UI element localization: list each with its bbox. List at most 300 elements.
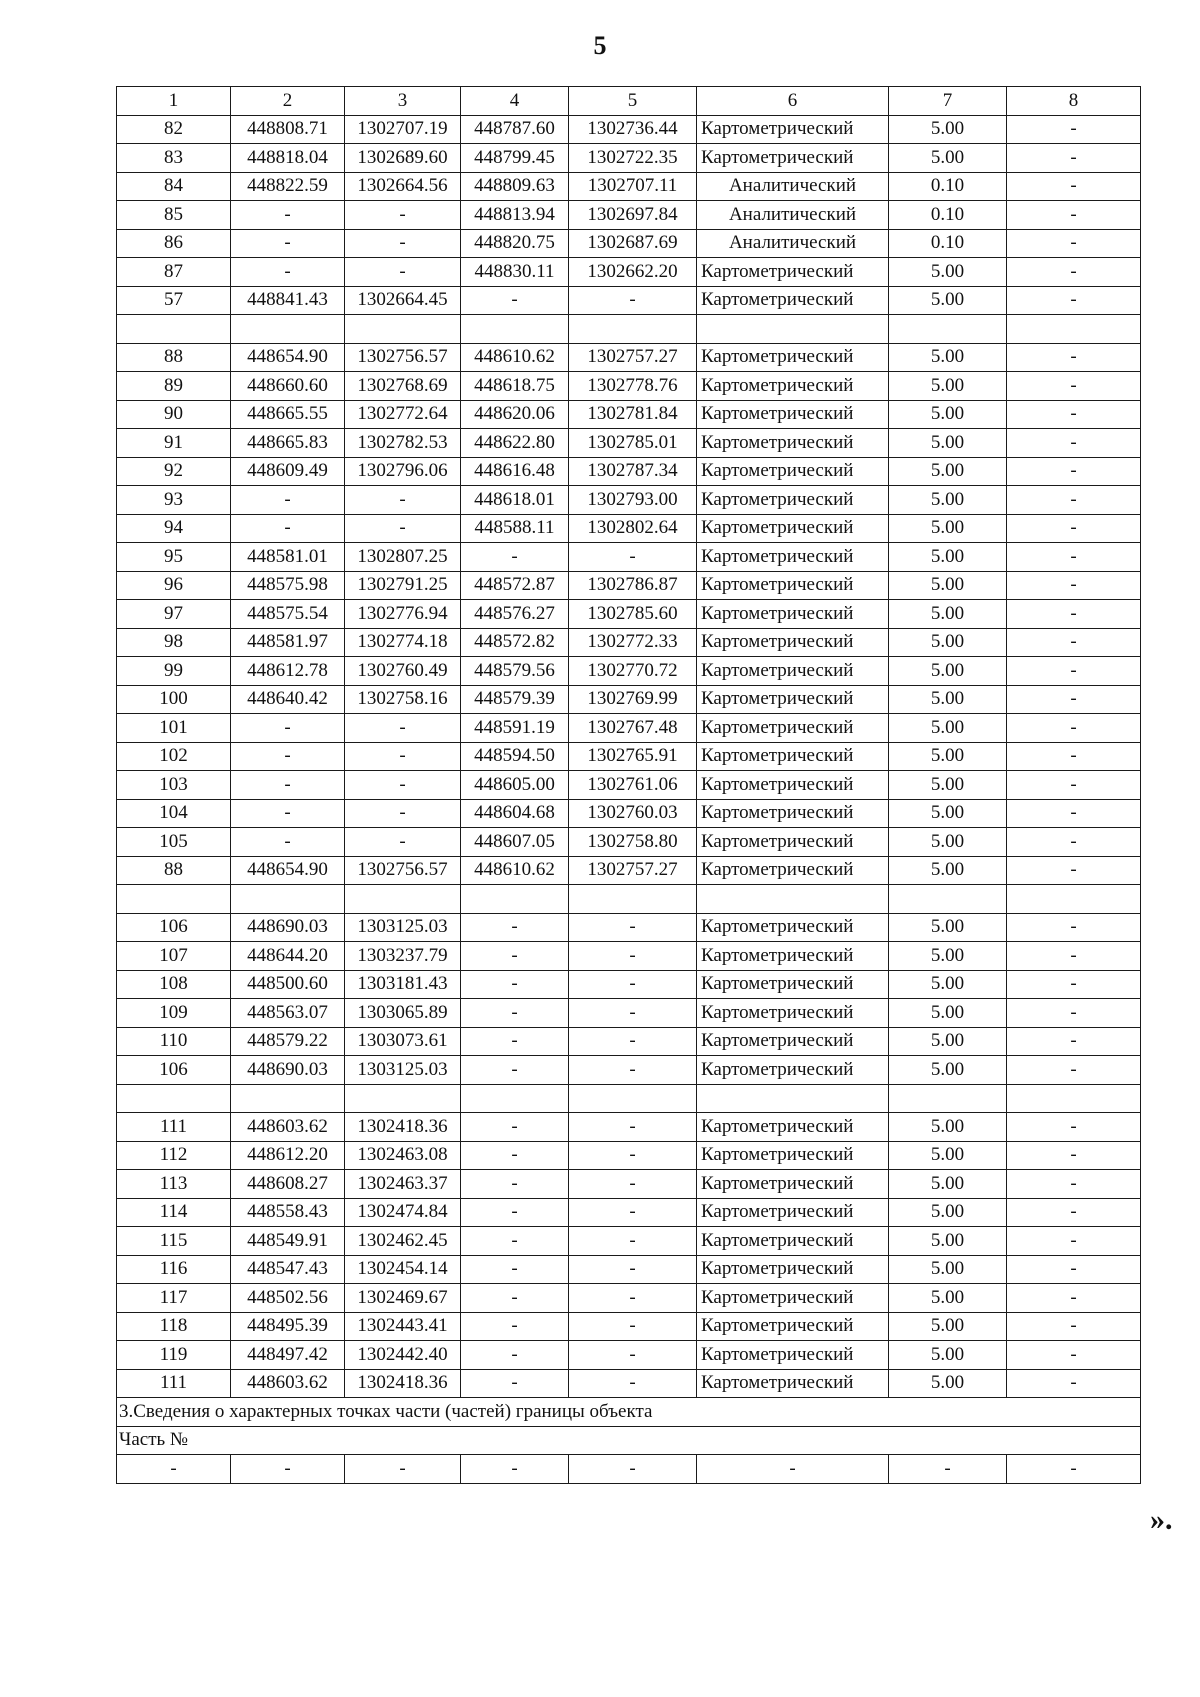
accuracy-cell: 5.00 — [889, 1027, 1007, 1056]
group-separator-row — [117, 1084, 1141, 1113]
point-number-cell: 102 — [117, 742, 231, 771]
old-y-cell: 1302443.41 — [345, 1312, 461, 1341]
new-y-cell: 1302778.76 — [569, 372, 697, 401]
accuracy-cell: 5.00 — [889, 258, 1007, 287]
new-y-cell: 1302765.91 — [569, 742, 697, 771]
new-y-cell: - — [569, 942, 697, 971]
empty-cell — [231, 315, 345, 344]
new-y-cell: - — [569, 1369, 697, 1398]
new-x-cell: 448830.11 — [461, 258, 569, 287]
point-number-cell: 103 — [117, 771, 231, 800]
method-cell: Картометрический — [697, 1284, 889, 1313]
new-y-cell: - — [569, 1141, 697, 1170]
empty-cell — [461, 315, 569, 344]
part-data-cell: - — [697, 1455, 889, 1484]
old-y-cell: 1302796.06 — [345, 457, 461, 486]
old-x-cell: - — [231, 714, 345, 743]
accuracy-cell: 5.00 — [889, 600, 1007, 629]
old-x-cell: 448654.90 — [231, 856, 345, 885]
old-x-cell: 448654.90 — [231, 343, 345, 372]
table-row — [117, 1027, 1141, 1056]
description-cell: - — [1007, 429, 1141, 458]
description-cell: - — [1007, 201, 1141, 230]
old-y-cell: 1303073.61 — [345, 1027, 461, 1056]
point-number-cell: 82 — [117, 115, 231, 144]
description-cell: - — [1007, 1198, 1141, 1227]
method-cell: Картометрический — [697, 1341, 889, 1370]
new-x-cell: - — [461, 1227, 569, 1256]
point-number-cell: 86 — [117, 229, 231, 258]
new-y-cell: 1302769.99 — [569, 685, 697, 714]
point-number-cell: 117 — [117, 1284, 231, 1313]
empty-cell — [117, 315, 231, 344]
boundary-points-table — [116, 86, 1141, 1484]
new-y-cell: 1302785.01 — [569, 429, 697, 458]
accuracy-cell: 5.00 — [889, 999, 1007, 1028]
old-y-cell: 1302707.19 — [345, 115, 461, 144]
old-x-cell: 448575.98 — [231, 571, 345, 600]
new-y-cell: 1302787.34 — [569, 457, 697, 486]
table-row — [117, 913, 1141, 942]
accuracy-cell: 5.00 — [889, 1369, 1007, 1398]
new-y-cell: 1302786.87 — [569, 571, 697, 600]
description-cell: - — [1007, 1056, 1141, 1085]
new-x-cell: 448618.75 — [461, 372, 569, 401]
method-cell: Картометрический — [697, 828, 889, 857]
description-cell: - — [1007, 543, 1141, 572]
old-y-cell: 1303125.03 — [345, 913, 461, 942]
header-cell: 8 — [1007, 87, 1141, 116]
table-row — [117, 400, 1141, 429]
point-number-cell: 95 — [117, 543, 231, 572]
method-cell: Картометрический — [697, 628, 889, 657]
part-data-cell: - — [1007, 1455, 1141, 1484]
accuracy-cell: 5.00 — [889, 286, 1007, 315]
header-cell: 2 — [231, 87, 345, 116]
empty-cell — [889, 315, 1007, 344]
point-number-cell: 111 — [117, 1369, 231, 1398]
accuracy-cell: 5.00 — [889, 1284, 1007, 1313]
description-cell: - — [1007, 514, 1141, 543]
point-number-cell: 88 — [117, 343, 231, 372]
new-x-cell: - — [461, 999, 569, 1028]
method-cell: Картометрический — [697, 1027, 889, 1056]
new-y-cell: 1302767.48 — [569, 714, 697, 743]
empty-cell — [461, 1084, 569, 1113]
table-row — [117, 115, 1141, 144]
empty-cell — [889, 885, 1007, 914]
new-y-cell: 1302770.72 — [569, 657, 697, 686]
old-y-cell: 1302782.53 — [345, 429, 461, 458]
empty-cell — [1007, 315, 1141, 344]
old-x-cell: - — [231, 229, 345, 258]
description-cell: - — [1007, 258, 1141, 287]
new-y-cell: - — [569, 970, 697, 999]
new-y-cell: 1302697.84 — [569, 201, 697, 230]
accuracy-cell: 0.10 — [889, 201, 1007, 230]
section-3-title-row — [117, 1398, 1141, 1427]
new-y-cell: - — [569, 1198, 697, 1227]
table-row — [117, 742, 1141, 771]
accuracy-cell: 5.00 — [889, 144, 1007, 173]
old-x-cell: 448603.62 — [231, 1369, 345, 1398]
old-x-cell: 448581.01 — [231, 543, 345, 572]
old-x-cell: 448549.91 — [231, 1227, 345, 1256]
description-cell: - — [1007, 1170, 1141, 1199]
empty-cell — [697, 315, 889, 344]
point-number-cell: 93 — [117, 486, 231, 515]
empty-cell — [569, 1084, 697, 1113]
table-row — [117, 343, 1141, 372]
table-row — [117, 372, 1141, 401]
point-number-cell: 91 — [117, 429, 231, 458]
point-number-cell: 96 — [117, 571, 231, 600]
empty-cell — [345, 315, 461, 344]
description-cell: - — [1007, 571, 1141, 600]
part-data-cell: - — [231, 1455, 345, 1484]
old-y-cell: 1302664.45 — [345, 286, 461, 315]
old-y-cell: - — [345, 714, 461, 743]
table-body — [117, 87, 1141, 1484]
old-x-cell: 448502.56 — [231, 1284, 345, 1313]
description-cell: - — [1007, 742, 1141, 771]
section-3-title: 3.Сведения о характерных точках части (частей) границы объекта — [117, 1398, 1141, 1427]
description-cell: - — [1007, 1027, 1141, 1056]
old-y-cell: 1302760.49 — [345, 657, 461, 686]
old-y-cell: - — [345, 799, 461, 828]
old-x-cell: 448575.54 — [231, 600, 345, 629]
old-y-cell: - — [345, 486, 461, 515]
table-row — [117, 714, 1141, 743]
new-x-cell: 448572.82 — [461, 628, 569, 657]
method-cell: Картометрический — [697, 543, 889, 572]
new-x-cell: 448610.62 — [461, 343, 569, 372]
old-x-cell: 448563.07 — [231, 999, 345, 1028]
point-number-cell: 99 — [117, 657, 231, 686]
empty-cell — [231, 885, 345, 914]
empty-cell — [117, 1084, 231, 1113]
method-cell: Картометрический — [697, 457, 889, 486]
accuracy-cell: 5.00 — [889, 970, 1007, 999]
accuracy-cell: 5.00 — [889, 1312, 1007, 1341]
new-x-cell: 448787.60 — [461, 115, 569, 144]
accuracy-cell: 5.00 — [889, 685, 1007, 714]
old-x-cell: - — [231, 771, 345, 800]
description-cell: - — [1007, 856, 1141, 885]
accuracy-cell: 5.00 — [889, 1141, 1007, 1170]
point-number-cell: 92 — [117, 457, 231, 486]
description-cell: - — [1007, 1312, 1141, 1341]
new-y-cell: - — [569, 1170, 697, 1199]
old-x-cell: 448608.27 — [231, 1170, 345, 1199]
table-row — [117, 1170, 1141, 1199]
old-x-cell: 448612.78 — [231, 657, 345, 686]
method-cell: Аналитический — [697, 201, 889, 230]
old-y-cell: 1302774.18 — [345, 628, 461, 657]
point-number-cell: 87 — [117, 258, 231, 287]
new-y-cell: 1302707.11 — [569, 172, 697, 201]
description-cell: - — [1007, 1341, 1141, 1370]
description-cell: - — [1007, 657, 1141, 686]
old-x-cell: 448558.43 — [231, 1198, 345, 1227]
method-cell: Картометрический — [697, 685, 889, 714]
method-cell: Картометрический — [697, 913, 889, 942]
new-y-cell: - — [569, 543, 697, 572]
old-y-cell: 1302791.25 — [345, 571, 461, 600]
new-x-cell: - — [461, 942, 569, 971]
point-number-cell: 106 — [117, 913, 231, 942]
accuracy-cell: 5.00 — [889, 856, 1007, 885]
new-x-cell: 448813.94 — [461, 201, 569, 230]
accuracy-cell: 5.00 — [889, 1198, 1007, 1227]
old-x-cell: 448495.39 — [231, 1312, 345, 1341]
new-y-cell: 1302760.03 — [569, 799, 697, 828]
accuracy-cell: 5.00 — [889, 657, 1007, 686]
description-cell: - — [1007, 457, 1141, 486]
new-y-cell: 1302736.44 — [569, 115, 697, 144]
new-y-cell: 1302722.35 — [569, 144, 697, 173]
accuracy-cell: 5.00 — [889, 115, 1007, 144]
header-cell: 1 — [117, 87, 231, 116]
point-number-cell: 97 — [117, 600, 231, 629]
point-number-cell: 114 — [117, 1198, 231, 1227]
method-cell: Картометрический — [697, 286, 889, 315]
old-y-cell: 1302689.60 — [345, 144, 461, 173]
description-cell: - — [1007, 372, 1141, 401]
old-y-cell: 1302469.67 — [345, 1284, 461, 1313]
new-y-cell: 1302793.00 — [569, 486, 697, 515]
table-row — [117, 429, 1141, 458]
table-row — [117, 258, 1141, 287]
accuracy-cell: 5.00 — [889, 1056, 1007, 1085]
old-x-cell: 448644.20 — [231, 942, 345, 971]
new-y-cell: - — [569, 1056, 697, 1085]
method-cell: Картометрический — [697, 856, 889, 885]
accuracy-cell: 0.10 — [889, 229, 1007, 258]
table-row — [117, 486, 1141, 515]
method-cell: Картометрический — [697, 1227, 889, 1256]
method-cell: Картометрический — [697, 400, 889, 429]
new-x-cell: - — [461, 286, 569, 315]
header-cell: 5 — [569, 87, 697, 116]
method-cell: Картометрический — [697, 657, 889, 686]
accuracy-cell: 5.00 — [889, 742, 1007, 771]
old-y-cell: 1302776.94 — [345, 600, 461, 629]
header-cell: 7 — [889, 87, 1007, 116]
new-x-cell: - — [461, 1170, 569, 1199]
table-row — [117, 970, 1141, 999]
old-y-cell: - — [345, 742, 461, 771]
old-y-cell: - — [345, 828, 461, 857]
new-x-cell: 448799.45 — [461, 144, 569, 173]
accuracy-cell: 5.00 — [889, 514, 1007, 543]
point-number-cell: 110 — [117, 1027, 231, 1056]
old-y-cell: 1302756.57 — [345, 856, 461, 885]
old-y-cell: 1302758.16 — [345, 685, 461, 714]
new-x-cell: 448594.50 — [461, 742, 569, 771]
accuracy-cell: 5.00 — [889, 571, 1007, 600]
description-cell: - — [1007, 628, 1141, 657]
new-x-cell: - — [461, 1284, 569, 1313]
new-y-cell: - — [569, 1113, 697, 1142]
description-cell: - — [1007, 172, 1141, 201]
part-data-cell: - — [345, 1455, 461, 1484]
empty-cell — [1007, 1084, 1141, 1113]
description-cell: - — [1007, 1141, 1141, 1170]
table-row — [117, 828, 1141, 857]
new-x-cell: 448579.56 — [461, 657, 569, 686]
method-cell: Картометрический — [697, 258, 889, 287]
new-x-cell: - — [461, 1312, 569, 1341]
description-cell: - — [1007, 714, 1141, 743]
table-row — [117, 144, 1141, 173]
old-y-cell: - — [345, 514, 461, 543]
old-y-cell: 1302463.08 — [345, 1141, 461, 1170]
description-cell: - — [1007, 229, 1141, 258]
old-x-cell: 448690.03 — [231, 913, 345, 942]
old-x-cell: 448581.97 — [231, 628, 345, 657]
part-number-label: Часть № — [117, 1426, 1141, 1455]
table-row — [117, 799, 1141, 828]
point-number-cell: 100 — [117, 685, 231, 714]
new-x-cell: 448622.80 — [461, 429, 569, 458]
description-cell: - — [1007, 799, 1141, 828]
description-cell: - — [1007, 286, 1141, 315]
old-x-cell: 448841.43 — [231, 286, 345, 315]
accuracy-cell: 5.00 — [889, 1341, 1007, 1370]
new-x-cell: 448620.06 — [461, 400, 569, 429]
method-cell: Картометрический — [697, 372, 889, 401]
new-y-cell: - — [569, 913, 697, 942]
accuracy-cell: 5.00 — [889, 913, 1007, 942]
page-number: 5 — [593, 31, 607, 60]
method-cell: Картометрический — [697, 1312, 889, 1341]
old-x-cell: - — [231, 742, 345, 771]
table-row — [117, 457, 1141, 486]
table-row — [117, 1056, 1141, 1085]
new-x-cell: 448588.11 — [461, 514, 569, 543]
empty-cell — [231, 1084, 345, 1113]
new-x-cell: - — [461, 913, 569, 942]
point-number-cell: 57 — [117, 286, 231, 315]
point-number-cell: 84 — [117, 172, 231, 201]
table-row — [117, 1255, 1141, 1284]
accuracy-cell: 5.00 — [889, 628, 1007, 657]
accuracy-cell: 5.00 — [889, 457, 1007, 486]
group-separator-row — [117, 885, 1141, 914]
new-y-cell: - — [569, 1255, 697, 1284]
header-cell: 4 — [461, 87, 569, 116]
description-cell: - — [1007, 828, 1141, 857]
new-x-cell: - — [461, 1056, 569, 1085]
old-x-cell: 448609.49 — [231, 457, 345, 486]
empty-cell — [117, 885, 231, 914]
method-cell: Картометрический — [697, 115, 889, 144]
new-x-cell: - — [461, 1341, 569, 1370]
method-cell: Картометрический — [697, 343, 889, 372]
closing-quote-mark: ». — [1150, 1503, 1173, 1536]
empty-cell — [345, 1084, 461, 1113]
new-x-cell: 448820.75 — [461, 229, 569, 258]
new-x-cell: 448605.00 — [461, 771, 569, 800]
old-x-cell: 448640.42 — [231, 685, 345, 714]
part-data-cell: - — [889, 1455, 1007, 1484]
point-number-cell: 89 — [117, 372, 231, 401]
old-y-cell: 1302772.64 — [345, 400, 461, 429]
accuracy-cell: 5.00 — [889, 1227, 1007, 1256]
table-row — [117, 571, 1141, 600]
old-y-cell: 1302418.36 — [345, 1113, 461, 1142]
old-y-cell: 1302768.69 — [345, 372, 461, 401]
description-cell: - — [1007, 1255, 1141, 1284]
old-x-cell: 448665.83 — [231, 429, 345, 458]
new-x-cell: - — [461, 1141, 569, 1170]
new-y-cell: - — [569, 1027, 697, 1056]
part-data-row — [117, 1455, 1141, 1484]
table-row — [117, 999, 1141, 1028]
empty-cell — [345, 885, 461, 914]
table-row — [117, 1312, 1141, 1341]
accuracy-cell: 5.00 — [889, 543, 1007, 572]
point-number-cell: 106 — [117, 1056, 231, 1085]
method-cell: Картометрический — [697, 429, 889, 458]
old-y-cell: 1302474.84 — [345, 1198, 461, 1227]
old-x-cell: 448612.20 — [231, 1141, 345, 1170]
point-number-cell: 83 — [117, 144, 231, 173]
method-cell: Картометрический — [697, 514, 889, 543]
point-number-cell: 104 — [117, 799, 231, 828]
description-cell: - — [1007, 144, 1141, 173]
method-cell: Картометрический — [697, 1198, 889, 1227]
accuracy-cell: 5.00 — [889, 1170, 1007, 1199]
old-y-cell: - — [345, 258, 461, 287]
table-row — [117, 1369, 1141, 1398]
point-number-cell: 118 — [117, 1312, 231, 1341]
new-x-cell: 448579.39 — [461, 685, 569, 714]
new-y-cell: 1302785.60 — [569, 600, 697, 629]
empty-cell — [1007, 885, 1141, 914]
old-x-cell: - — [231, 486, 345, 515]
table-row — [117, 514, 1141, 543]
new-x-cell: - — [461, 970, 569, 999]
table-row — [117, 1284, 1141, 1313]
method-cell: Картометрический — [697, 1113, 889, 1142]
old-x-cell: - — [231, 828, 345, 857]
old-y-cell: - — [345, 201, 461, 230]
method-cell: Картометрический — [697, 714, 889, 743]
method-cell: Картометрический — [697, 144, 889, 173]
table-row — [117, 942, 1141, 971]
accuracy-cell: 5.00 — [889, 486, 1007, 515]
new-x-cell: - — [461, 1255, 569, 1284]
point-number-cell: 109 — [117, 999, 231, 1028]
old-x-cell: 448808.71 — [231, 115, 345, 144]
accuracy-cell: 5.00 — [889, 429, 1007, 458]
new-y-cell: 1302757.27 — [569, 343, 697, 372]
old-y-cell: 1302418.36 — [345, 1369, 461, 1398]
point-number-cell: 88 — [117, 856, 231, 885]
header-cell: 3 — [345, 87, 461, 116]
point-number-cell: 105 — [117, 828, 231, 857]
method-cell: Картометрический — [697, 771, 889, 800]
new-y-cell: - — [569, 1312, 697, 1341]
new-x-cell: 448618.01 — [461, 486, 569, 515]
description-cell: - — [1007, 600, 1141, 629]
empty-cell — [697, 885, 889, 914]
table-row — [117, 600, 1141, 629]
table-row — [117, 201, 1141, 230]
old-y-cell: 1303237.79 — [345, 942, 461, 971]
